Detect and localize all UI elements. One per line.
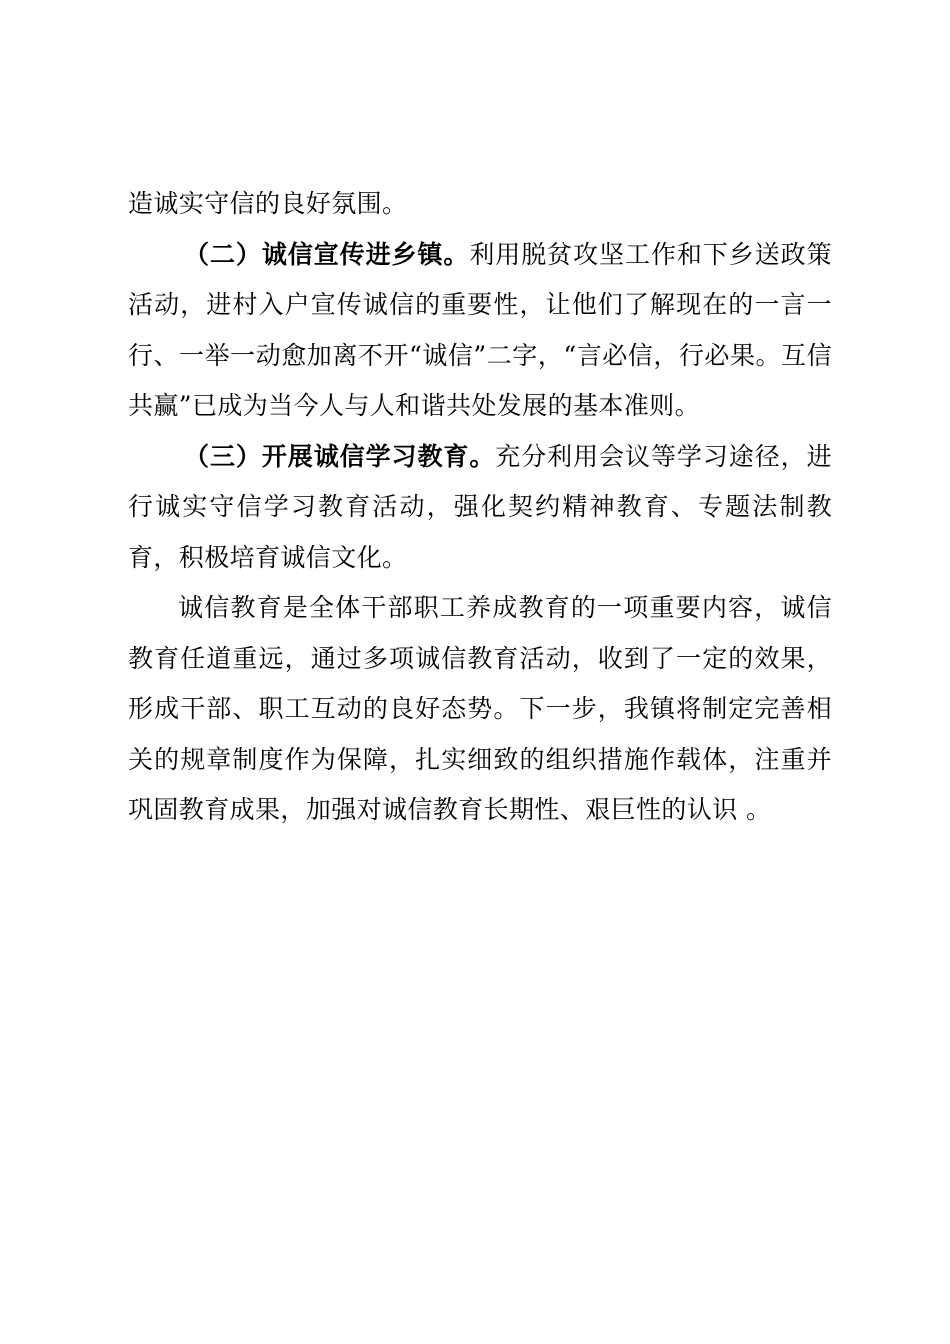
document-body	[128, 179, 832, 836]
paragraph-heading: （二）诚信宣传进乡镇。	[184, 239, 470, 269]
paragraph-item-two	[128, 230, 832, 432]
paragraph-text: 利用脱贫攻坚工作和下乡送政策活动，进村入户宣传诚信的重要性，让他们了解现在的一言一行、一举一动愈加离不开“诚信”二字，“言必信，行必果。互信共赢”已成为当今人与人和谐共处发展的基本准则。	[128, 239, 832, 420]
paragraph-heading: （三）开展诚信学习教育。	[184, 441, 496, 471]
paragraph-text: 充分利用会议等学习途径，进行诚实守信学习教育活动，强化契约精神教育、专题法制教育，积极培育诚信文化。	[128, 441, 832, 572]
paragraph-item-three	[128, 432, 832, 584]
paragraph-text: 诚信教育是全体干部职工养成教育的一项重要内容，诚信教育任道重远，通过多项诚信教育活动，收到了一定的效果，形成干部、职工互动的良好态势。下一步，我镇将制定完善相关的规章制度作为保障，扎实细致的组织措施作载体，注重并巩固教育成果，加强对诚信教育长期性、艰巨性的认识 。	[128, 593, 832, 824]
paragraph-text: 造诚实守信的良好氛围。	[128, 189, 408, 218]
paragraph-summary	[128, 583, 832, 836]
paragraph-continuation	[128, 179, 832, 230]
